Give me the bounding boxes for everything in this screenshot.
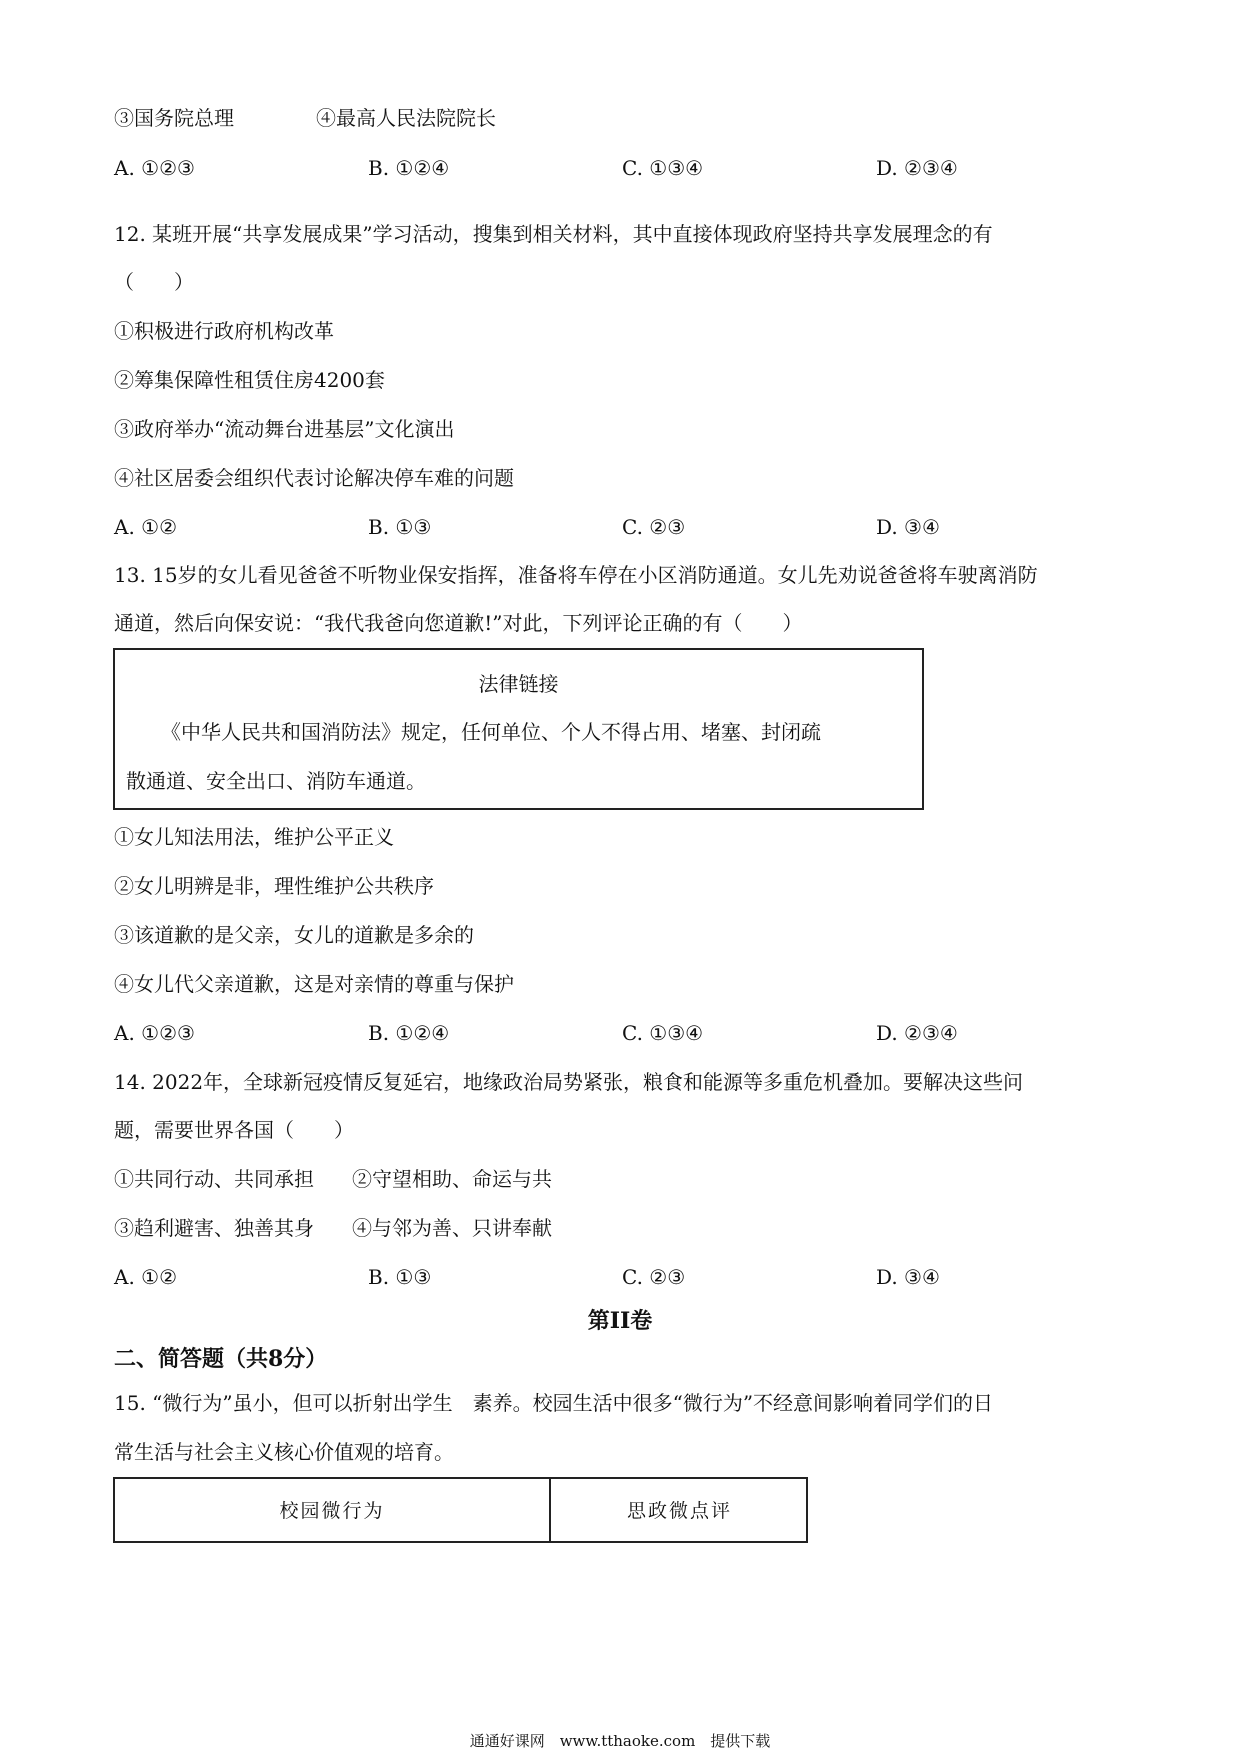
q14-items-row2 [114, 1214, 552, 1242]
q14-item-2: ②守望相助、命运与共 [352, 1167, 552, 1191]
q12-option-b: B. ①③ [368, 515, 432, 539]
q14-option-c: C. ②③ [622, 1265, 686, 1289]
q12-option-a: A. ①② [114, 515, 178, 539]
q13-item-1: ①女儿知法用法，维护公平正义 [114, 825, 394, 849]
q13-item-4: ④女儿代父亲道歉，这是对亲情的尊重与保护 [114, 972, 514, 996]
q15-table [113, 1477, 808, 1543]
q11-item-3: ③国务院总理 [114, 106, 234, 130]
q12-stem-line2: （ ） [114, 270, 194, 294]
q14-option-a: A. ①② [114, 1265, 178, 1289]
q11-items-line [114, 104, 496, 132]
q15-stem-line2: 常生活与社会主义核心价值观的培育。 [114, 1440, 454, 1464]
q12-item-3: ③政府举办“流动舞台进基层”文化演出 [114, 417, 455, 441]
q12-stem-line1: 12. 某班开展“共享发展成果”学习活动，搜集到相关材料，其中直接体现政府坚持共享发展理念的有 [114, 222, 993, 246]
q15-stem-line1: 15. “微行为”虽小，但可以折射出学生 素养。校园生活中很多“微行为”不经意间影响着同学们的日 [114, 1391, 994, 1415]
q14-stem-line2: 题，需要世界各国（ ） [114, 1118, 354, 1142]
q12-item-4: ④社区居委会组织代表讨论解决停车难的问题 [114, 466, 514, 490]
q14-stem-line1: 14. 2022年，全球新冠疫情反复延宕，地缘政治局势紧张，粮食和能源等多重危机叠加。要解决这些问 [114, 1070, 1024, 1094]
law-link-line1: 《中华人民共和国消防法》规定，任何单位、个人不得占用、堵塞、封闭疏 [161, 720, 821, 744]
q11-option-b: B. ①②④ [368, 156, 450, 180]
q13-item-2: ②女儿明辨是非，理性维护公共秩序 [114, 874, 434, 898]
table-header-comment: 思政微点评 [626, 1500, 732, 1522]
q14-item-3: ③趋利避害、独善其身 [114, 1216, 314, 1240]
q11-item-4: ④最高人民法院院长 [316, 106, 496, 130]
q13-stem-line2: 通道，然后向保安说：“我代我爸向您道歉!”对此，下列评论正确的有（ ） [114, 611, 803, 635]
q11-option-a: A. ①②③ [114, 156, 195, 180]
q13-option-c: C. ①③④ [622, 1021, 704, 1045]
table-header-behavior: 校园微行为 [279, 1500, 385, 1522]
law-link-title: 法律链接 [478, 672, 559, 696]
q14-option-b: B. ①③ [368, 1265, 432, 1289]
q13-option-d: D. ②③④ [876, 1021, 958, 1045]
q11-option-d: D. ②③④ [876, 156, 958, 180]
q14-items-row1 [114, 1165, 552, 1193]
part2-title: 第II卷 [587, 1308, 653, 1334]
q11-option-c: C. ①③④ [622, 156, 704, 180]
law-link-box [113, 648, 924, 810]
q12-option-d: D. ③④ [876, 515, 940, 539]
q14-item-1: ①共同行动、共同承担 [114, 1167, 314, 1191]
q14-option-d: D. ③④ [876, 1265, 940, 1289]
q12-item-2: ②筹集保障性租赁住房4200套 [114, 368, 385, 392]
page-footer: 通通好课网 www.tthaoke.com 提供下载 [469, 1732, 771, 1750]
section2-title: 二、简答题（共8分） [114, 1346, 328, 1372]
law-link-line2: 散通道、安全出口、消防车通道。 [126, 769, 426, 793]
q13-item-3: ③该道歉的是父亲，女儿的道歉是多余的 [114, 923, 474, 947]
q12-item-1: ①积极进行政府机构改革 [114, 319, 334, 343]
q13-option-b: B. ①②④ [368, 1021, 450, 1045]
q13-option-a: A. ①②③ [114, 1021, 195, 1045]
q12-option-c: C. ②③ [622, 515, 686, 539]
q13-stem-line1: 13. 15岁的女儿看见爸爸不听物业保安指挥，准备将车停在小区消防通道。女儿先劝说爸爸将车驶离消防 [114, 563, 1038, 587]
q14-item-4: ④与邻为善、只讲奉献 [352, 1216, 552, 1240]
